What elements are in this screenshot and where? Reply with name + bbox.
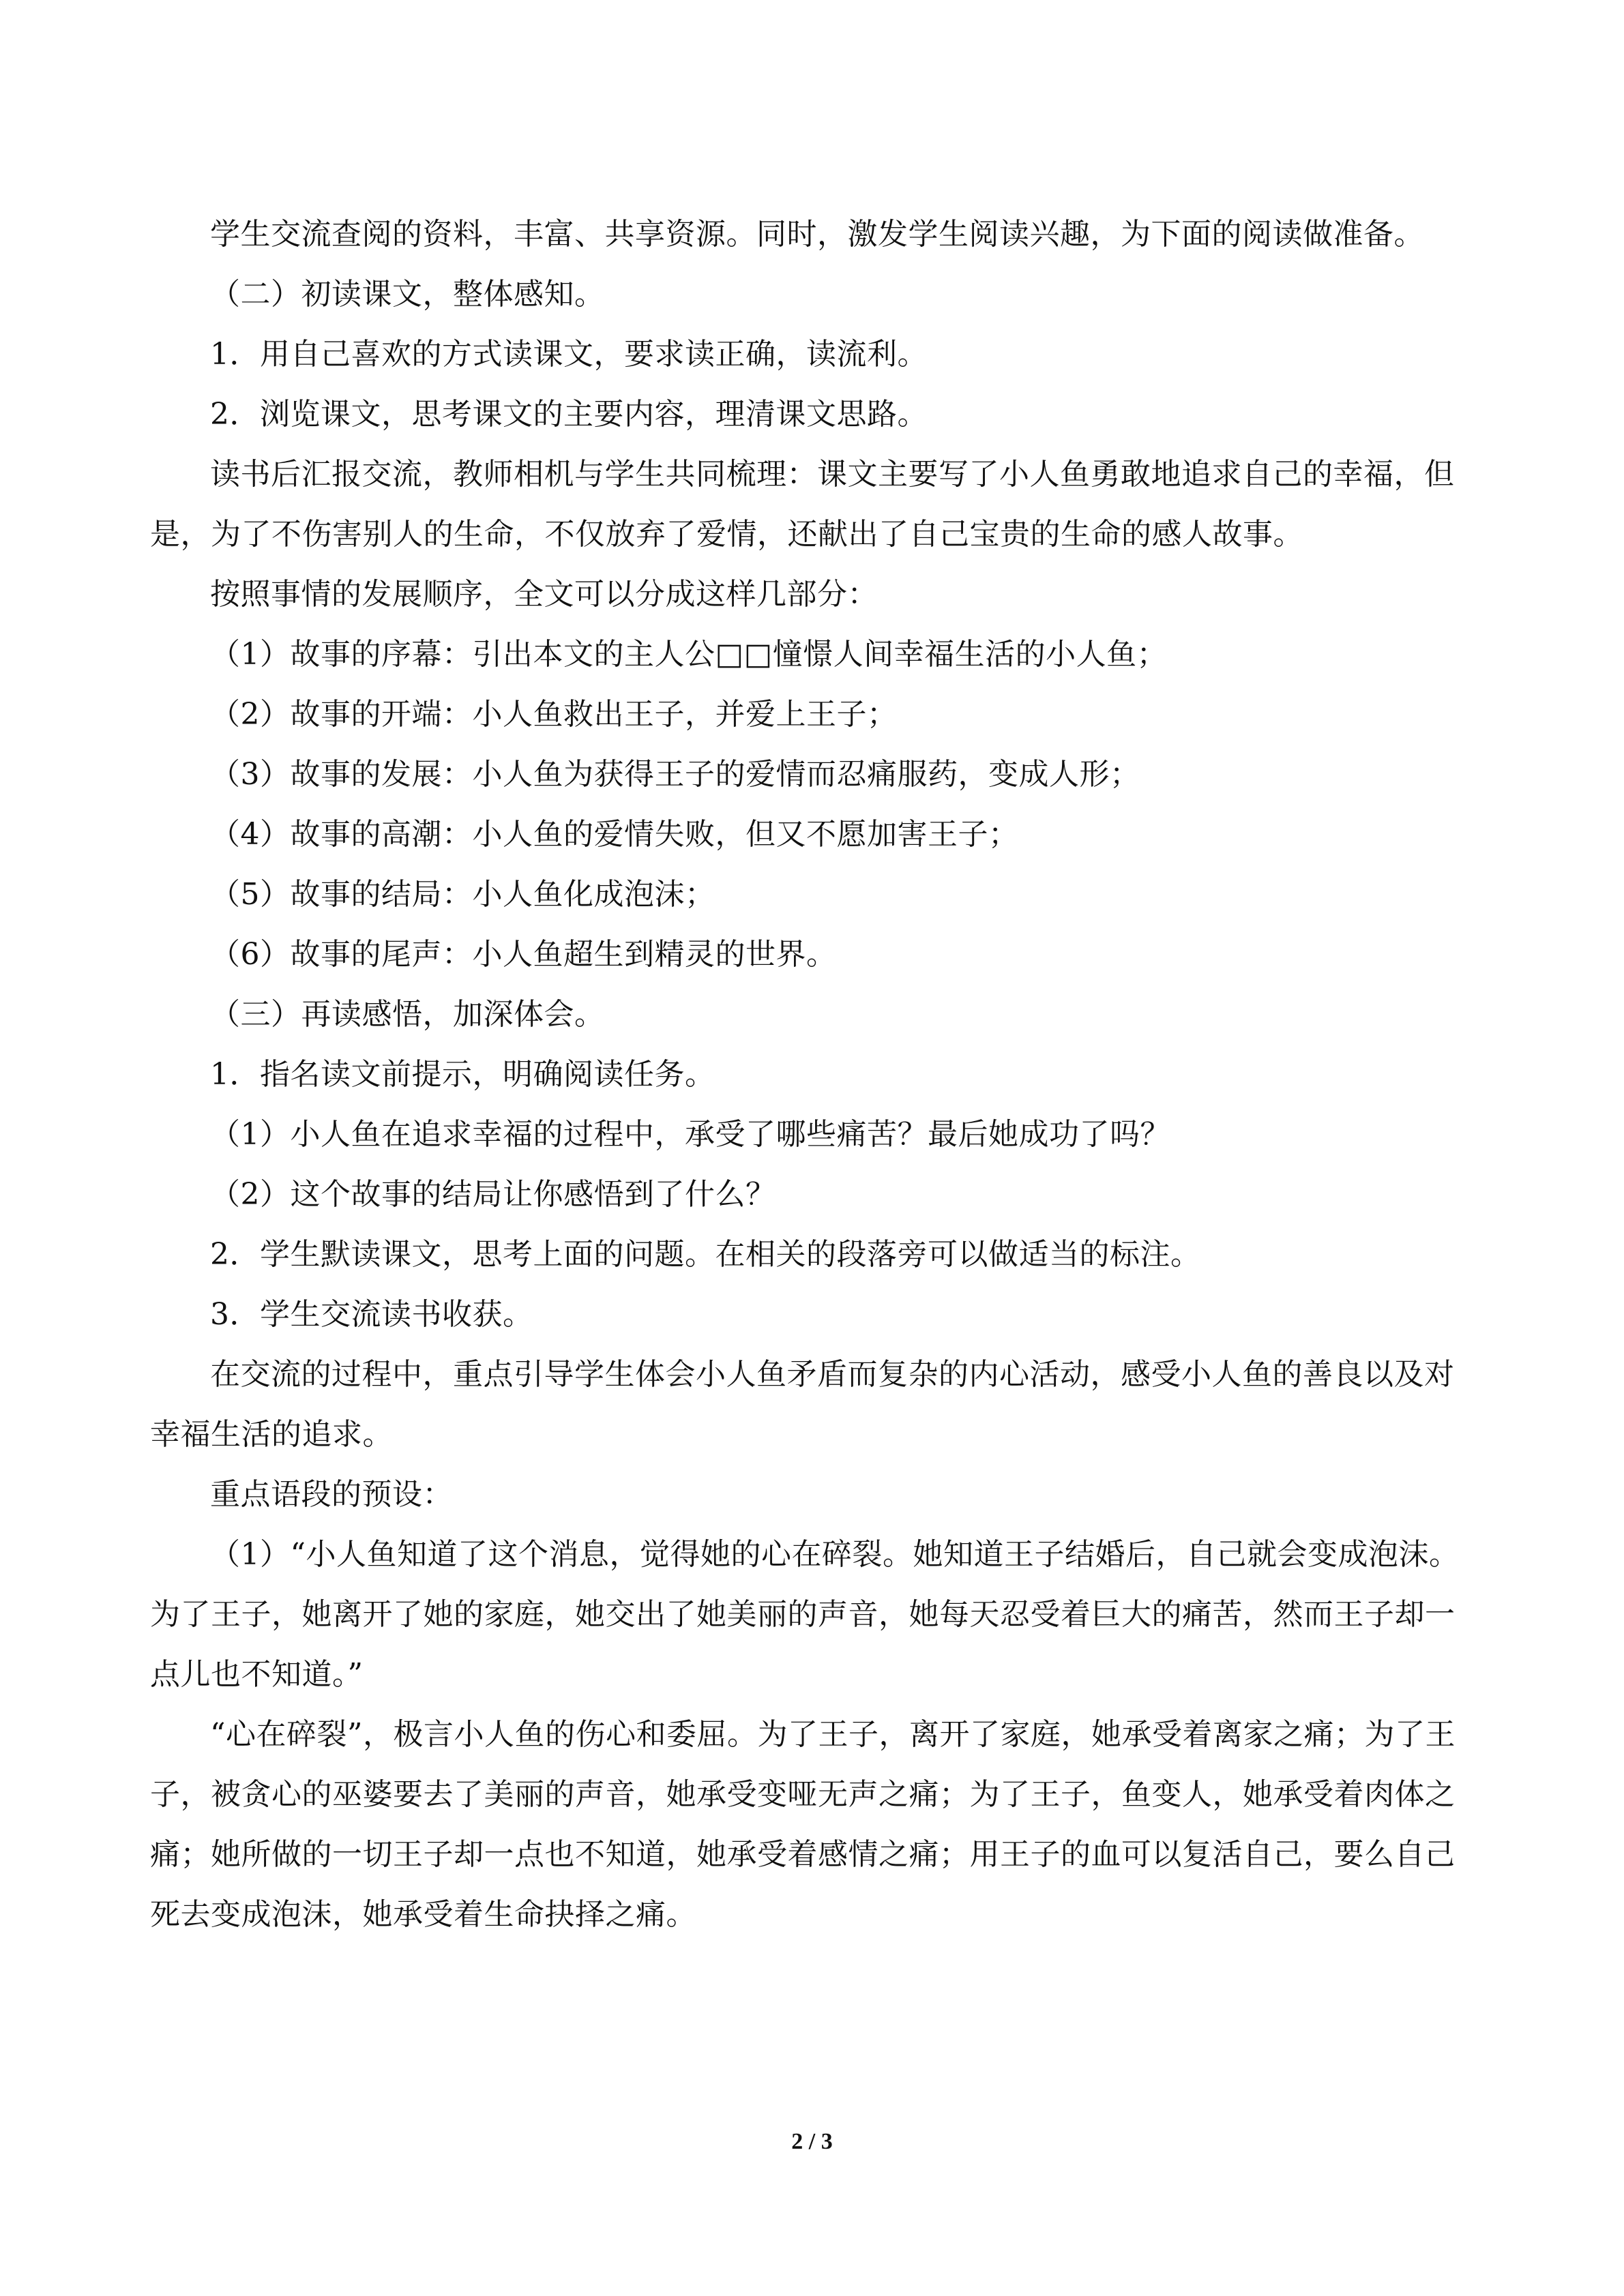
paragraph: 重点语段的预设： xyxy=(210,1477,453,1512)
list-item: （2）故事的开端：小人鱼救出王子，并爱上王子； xyxy=(210,697,898,732)
list-item: （3）故事的发展：小人鱼为获得王子的爱情而忍痛服药，变成人形； xyxy=(210,757,1140,792)
quote-paragraph: （1）“小人鱼知道了这个消息，觉得她的心在碎裂。她知道王子结婚后，自己就会变成泡沫。为了王子，她离开了她的家庭，她交出了她美丽的声音，她每天忍受着巨大的痛苦，然而王子却一点儿也不知道。” xyxy=(150,1537,1460,1692)
list-item: （5）故事的结局：小人鱼化成泡沫； xyxy=(210,877,715,912)
paragraph: 在交流的过程中，重点引导学生体会小人鱼矛盾而复杂的内心活动，感受小人鱼的善良以及对幸福生活的追求。 xyxy=(150,1357,1455,1452)
list-item: 1．指名读文前提示，明确阅读任务。 xyxy=(210,1057,715,1092)
list-item: （4）故事的高潮：小人鱼的爱情失败，但又不愿加害王子； xyxy=(210,817,1019,852)
list-item: 3．学生交流读书收获。 xyxy=(210,1297,533,1332)
document-body xyxy=(150,205,1460,1945)
list-item: 1．用自己喜欢的方式读课文，要求读正确，读流利。 xyxy=(210,337,928,372)
section-heading: （三）再读感悟，加深体会。 xyxy=(210,997,605,1032)
list-item: 2．浏览课文，思考课文的主要内容，理清课文思路。 xyxy=(210,397,928,432)
list-item: （1）小人鱼在追求幸福的过程中，承受了哪些痛苦？最后她成功了吗？ xyxy=(210,1117,1170,1152)
paragraph: “心在碎裂”，极言小人鱼的伤心和委屈。为了王子，离开了家庭，她承受着离家之痛；为了王子，被贪心的巫婆要去了美丽的声音，她承受变哑无声之痛；为了王子，鱼变人，她承受着肉体之痛；她所做的一切王子却一点也不知道，她承受着感情之痛；用王子的血可以复活自己，要么自己死去变成泡沫，她承受着生命抉择之痛。 xyxy=(150,1717,1456,1932)
paragraph: 读书后汇报交流，教师相机与学生共同梳理：课文主要写了小人鱼勇敢地追求自己的幸福，但是，为了不伤害别人的生命，不仅放弃了爱情，还献出了自己宝贵的生命的感人故事。 xyxy=(150,457,1455,552)
list-item: 2．学生默读课文，思考上面的问题。在相关的段落旁可以做适当的标注。 xyxy=(210,1237,1201,1272)
page-number: 2 / 3 xyxy=(791,2129,833,2154)
section-heading: （二）初读课文，整体感知。 xyxy=(210,277,605,312)
paragraph: 学生交流查阅的资料，丰富、共享资源。同时，激发学生阅读兴趣，为下面的阅读做准备。 xyxy=(210,217,1424,252)
list-item: （6）故事的尾声：小人鱼超生到精灵的世界。 xyxy=(210,937,837,972)
list-item: （1）故事的序幕：引出本文的主人公□□憧憬人间幸福生活的小人鱼； xyxy=(210,637,1168,672)
list-item: （2）这个故事的结局让你感悟到了什么？ xyxy=(210,1177,776,1212)
paragraph: 按照事情的发展顺序，全文可以分成这样几部分： xyxy=(210,577,878,612)
